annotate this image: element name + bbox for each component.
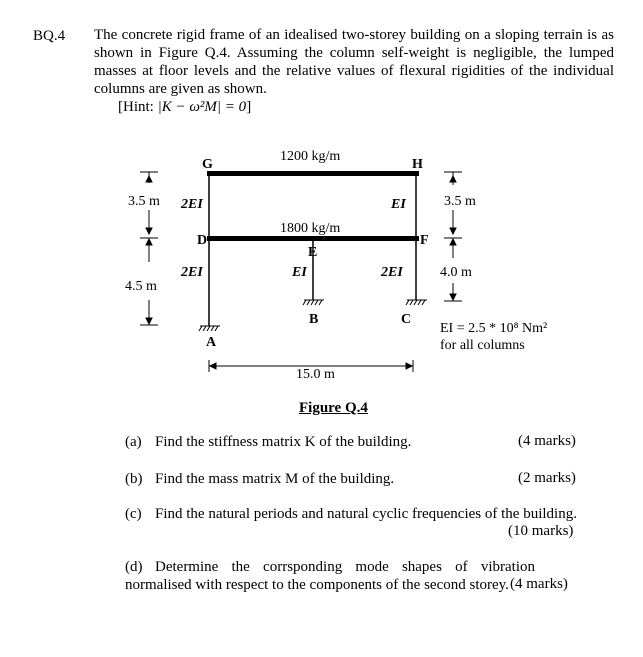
ei-note-line2: for all columns [440, 338, 525, 353]
node-f: F [420, 233, 429, 248]
dim-right-top: 3.5 m [444, 194, 476, 209]
label-column-gd: 2EI [181, 197, 203, 212]
part-b-letter: (b) [125, 471, 143, 487]
label-column-fc: 2EI [381, 265, 403, 280]
node-g: G [202, 157, 213, 172]
label-column-eb: EI [292, 265, 307, 280]
part-b-text: Find the mass matrix M of the building. [155, 471, 395, 487]
part-c-letter: (c) [125, 506, 142, 522]
question-number: BQ.4 [33, 28, 66, 44]
support-c [406, 300, 427, 305]
node-h: H [412, 157, 423, 172]
support-a [199, 326, 220, 331]
dim-right-bottom: 4.0 m [440, 265, 472, 280]
node-c: C [401, 312, 412, 327]
part-a [125, 433, 505, 451]
dim-left-bottom: 4.5 m [125, 279, 157, 294]
question-text: The concrete rigid frame of an idealised two-storey building on a sloping terrain is as shown in Figure Q.4. Assuming the column self-weight is negligible, the lumped masses at floor levels and the relative values of flexural rigidities of the individual columns are given as shown. [94, 27, 614, 97]
part-a-letter: (a) [125, 434, 142, 450]
mass-mid: 1800 kg/m [280, 221, 341, 236]
mass-top: 1200 kg/m [280, 149, 341, 164]
label-column-hf: EI [391, 197, 406, 212]
part-b [125, 470, 505, 488]
dim-left-top: 3.5 m [128, 194, 160, 209]
hint-suffix: ] [246, 99, 252, 115]
part-d-letter: (d) [125, 559, 143, 575]
dim-span: 15.0 m [296, 367, 335, 382]
part-d-text: Determine the corrsponding mode shapes of vibration normalised with respect to the components of the second storey. [125, 559, 535, 593]
node-d: D [197, 233, 208, 248]
part-c-text: Find the natural periods and natural cyclic frequencies of the building. [155, 506, 577, 522]
hint-equation: |K − ω²M| = 0 [157, 99, 247, 115]
figure-caption: Figure Q.4 [299, 400, 368, 416]
part-c [125, 505, 580, 523]
node-e: E [308, 245, 318, 260]
part-b-marks: (2 marks) [518, 470, 576, 486]
part-a-text: Find the stiffness matrix K of the building. [155, 434, 412, 450]
hint-prefix: [Hint: [118, 99, 158, 115]
ei-note-line1: EI = 2.5 * 10⁸ Nm² [440, 321, 548, 336]
part-a-marks: (4 marks) [518, 433, 576, 449]
part-c-marks: (10 marks) [508, 523, 574, 539]
roof-beam [207, 171, 419, 176]
support-b [303, 300, 324, 305]
label-column-da: 2EI [181, 265, 203, 280]
part-d-marks: (4 marks) [510, 576, 568, 592]
node-b: B [309, 312, 319, 327]
part-d [125, 558, 535, 594]
right-dimension [444, 172, 462, 301]
ei-note [440, 320, 547, 354]
node-a: A [206, 335, 217, 350]
